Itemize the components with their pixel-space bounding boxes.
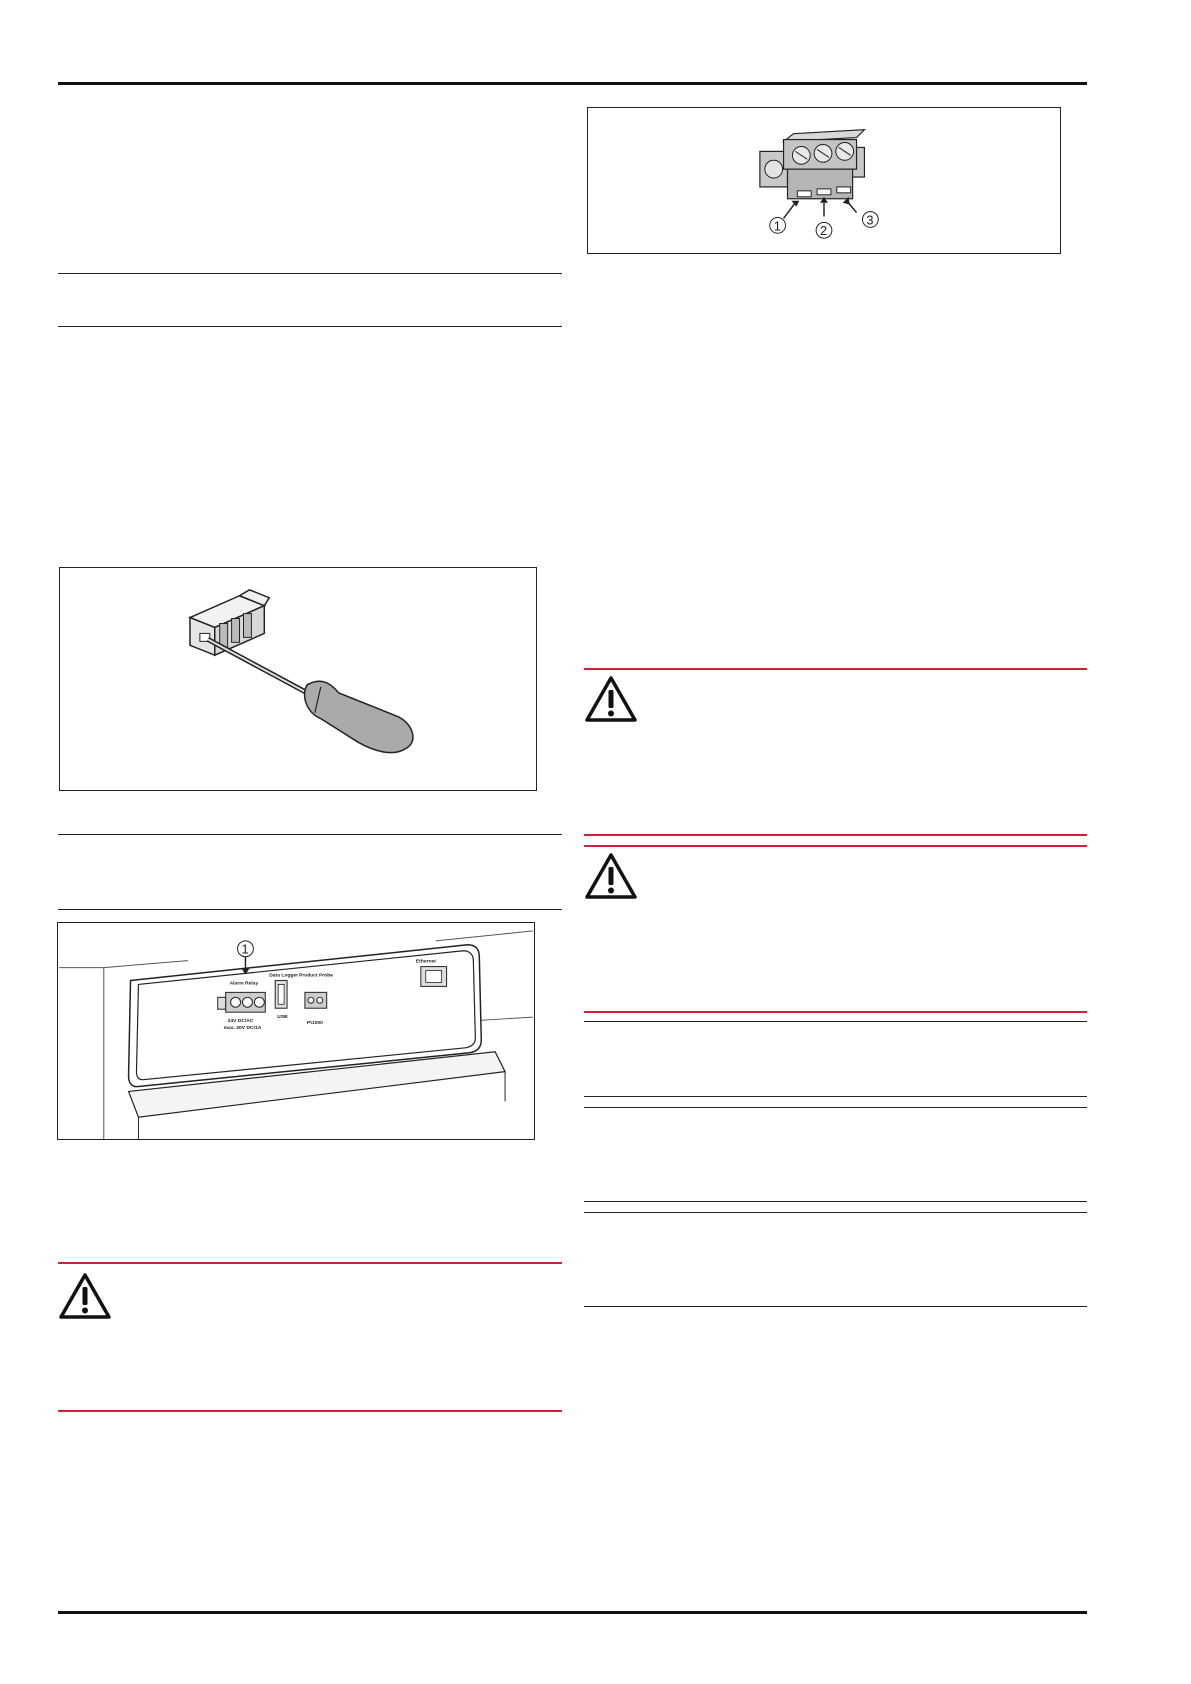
warning-rule-top xyxy=(58,1262,562,1264)
figure-connection-panel xyxy=(57,922,535,1140)
warning-rule-top xyxy=(584,845,1087,847)
warning-rule-top xyxy=(584,668,1087,670)
warning-triangle-icon xyxy=(58,1272,112,1320)
section-rule xyxy=(58,834,562,835)
header-rule xyxy=(58,82,1087,85)
panel-label-ethernet: Ethernet xyxy=(415,959,436,965)
warning-rule-bottom xyxy=(58,1410,562,1412)
section-rule xyxy=(58,326,562,327)
panel-label-pt1000: Pt1000 xyxy=(306,1021,323,1027)
panel-label-data-logger: Data Logger xyxy=(269,973,299,979)
note-rule xyxy=(584,1201,1087,1202)
note-rule xyxy=(584,1096,1087,1097)
note-rule xyxy=(584,1306,1087,1307)
connector-callout-1: 1 xyxy=(773,218,781,234)
section-rule xyxy=(58,909,562,910)
footer-rule xyxy=(58,1611,1087,1614)
warning-triangle-icon xyxy=(584,675,638,723)
panel-label-product-probe: Product Probe xyxy=(298,973,334,979)
warning-triangle-icon xyxy=(584,852,638,900)
panel-label-24v: 24V DC/AC xyxy=(227,1019,254,1025)
terminal-connector-illustration xyxy=(588,108,1060,253)
panel-callout-1: 1 xyxy=(241,941,249,957)
note-rule xyxy=(584,1107,1087,1108)
connector-callout-3: 3 xyxy=(866,212,874,228)
warning-rule-bottom xyxy=(584,834,1087,836)
connection-panel-illustration xyxy=(58,923,534,1139)
figure-screwdriver-connector xyxy=(59,567,537,791)
figure-terminal-connector xyxy=(587,107,1061,254)
note-rule xyxy=(584,1212,1087,1213)
panel-label-alarm-relay: Alarm Relay xyxy=(229,981,259,987)
section-rule xyxy=(58,273,562,274)
panel-label-usb: USB xyxy=(277,1015,288,1021)
connector-callout-2: 2 xyxy=(820,223,828,239)
warning-rule-bottom xyxy=(584,1011,1087,1013)
note-rule xyxy=(584,1021,1087,1022)
panel-label-max: max. 30V DC/1A xyxy=(223,1026,262,1032)
screwdriver-connector-illustration xyxy=(60,568,536,790)
